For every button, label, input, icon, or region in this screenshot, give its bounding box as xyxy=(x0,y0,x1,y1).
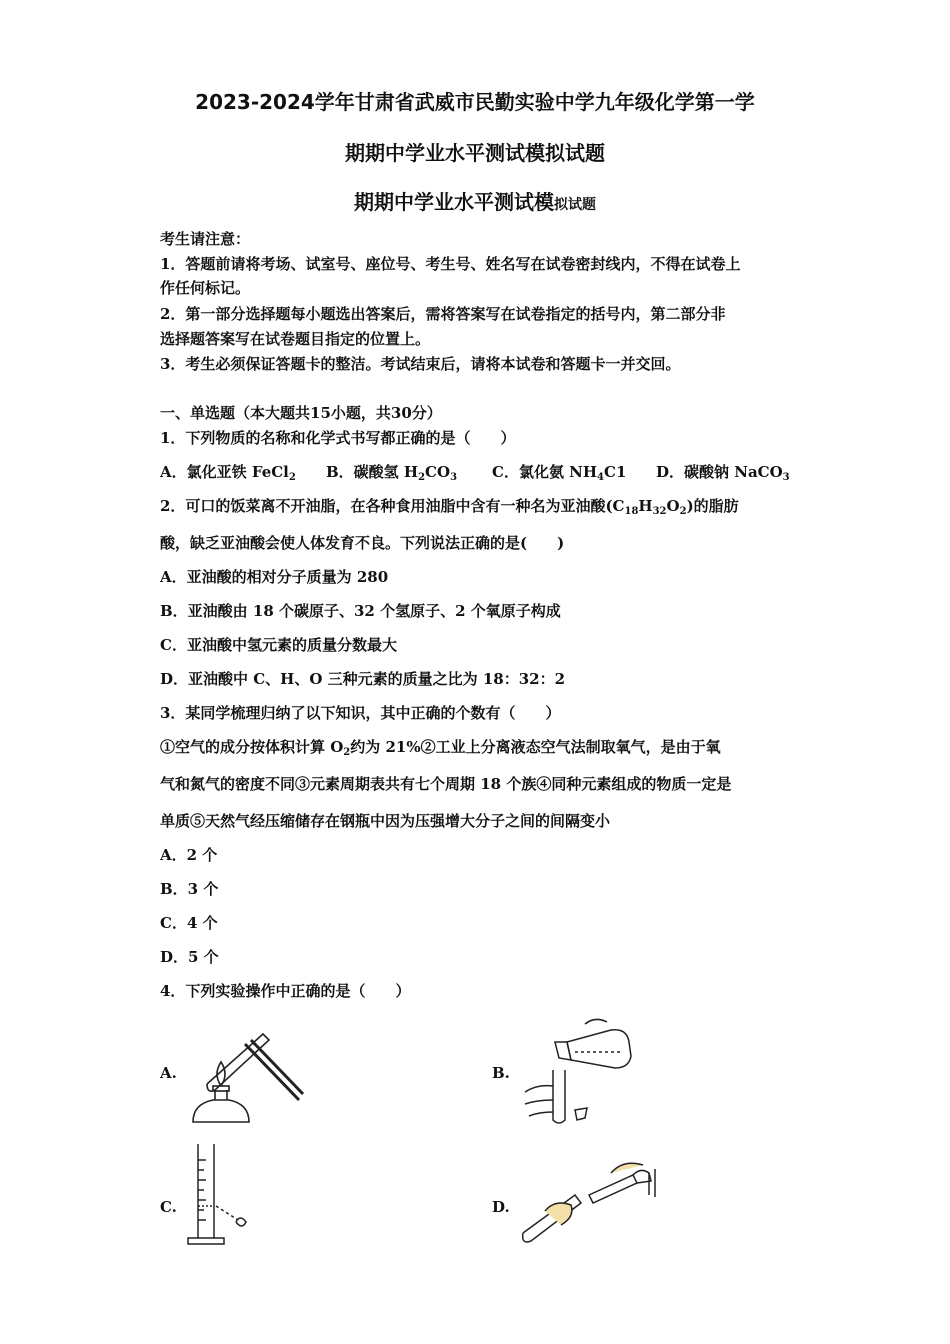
q1-option-a: A．氯化亚铁 FeCl$_2$ xyxy=(160,463,296,483)
q4-option-d-label: D. xyxy=(492,1198,510,1216)
title-line-3-big: 期期中学业水平测试模 xyxy=(354,190,554,214)
notice-heading: 考生请注意： xyxy=(160,230,251,248)
q3-body-2: 气和氮气的密度不同③元素周期表共有七个周期 18 个族④同种元素组成的物质一定是 xyxy=(160,775,732,793)
q3-stem: 3．某同学梳理归纳了以下知识，其中正确的个数有（ ） xyxy=(160,704,561,722)
q2-stem-b: 酸，缺乏亚油酸会使人体发育不良。下列说法正确的是( ) xyxy=(160,534,565,552)
title-line-3-small: 拟试题 xyxy=(554,197,596,213)
q3-option-d: D．5 个 xyxy=(160,948,219,966)
q1-option-b: B．碳酸氢 $H_2CO_3$ xyxy=(326,463,458,483)
q3-body-3: 单质⑤天然气经压缩储存在钢瓶中因为压强增大分子之间的间隔变小 xyxy=(160,812,611,830)
q2-option-a: A．亚油酸的相对分子质量为 280 xyxy=(160,568,389,586)
q4-option-c-label: C. xyxy=(160,1198,177,1216)
q2-option-d: D．亚油酸中 C、H、O 三种元素的质量之比为 18：32：2 xyxy=(160,670,566,688)
exam-title-line-2: 期期中学业水平测试模拟试题 xyxy=(345,141,605,165)
dropper-test-tube-figure xyxy=(515,1155,665,1250)
q3-option-b: B．3 个 xyxy=(160,880,219,898)
notice-item-1a: 1．答题前请将考场、试室号、座位号、考生号、姓名写在试卷密封线内，不得在试卷上 xyxy=(160,255,741,273)
notice-item-3: 3．考生必须保证答题卡的整洁。考试结束后，请将本试卷和答题卡一并交回。 xyxy=(160,355,681,373)
q2-option-b: B．亚油酸由 18 个碳原子、32 个氢原子、2 个氧原子构成 xyxy=(160,602,561,620)
q4-option-a-label: A. xyxy=(160,1064,177,1082)
q1-option-d: D．碳酸钠 NaCO$_3$ xyxy=(656,463,790,483)
q1-option-c: C．氯化氨 $NH_4C1$ xyxy=(492,463,627,483)
notice-item-2a: 2．第一部分选择题每小题选出答案后，需将答案写在试卷指定的括号内，第二部分非 xyxy=(160,305,726,323)
q3-option-c: C．4 个 xyxy=(160,914,218,932)
notice-item-1b: 作任何标记。 xyxy=(160,279,251,297)
q4-option-b-label: B. xyxy=(492,1064,510,1082)
section-heading: 一、单选题（本大题共15小题，共30分） xyxy=(160,404,442,422)
exam-title-line-3 xyxy=(0,186,950,215)
q1-stem: 1．下列物质的名称和化学式书写都正确的是（ ） xyxy=(160,429,516,447)
q2-option-c: C．亚油酸中氢元素的质量分数最大 xyxy=(160,636,397,654)
graduated-cylinder-figure xyxy=(180,1140,260,1250)
pouring-liquid-figure xyxy=(515,1012,645,1127)
q3-option-a: A．2 个 xyxy=(160,846,218,864)
notice-item-2b: 选择题答案写在试卷题目指定的位置上。 xyxy=(160,330,431,348)
q2-stem-a: 2．可口的饭菜离不开油脂，在各种食用油脂中含有一种名为亚油酸$(C_{18}H_{32}O_2)$的脂肪 xyxy=(160,497,739,517)
q4-stem: 4．下列实验操作中正确的是（ ） xyxy=(160,982,411,1000)
q3-body-1: ①空气的成分按体积计算 $O_2$约为 21%②工业上分离液态空气法制取氧气，是由于氧 xyxy=(160,738,721,758)
exam-title-line-1: 2023-2024学年甘肃省武威市民勤实验中学九年级化学第一学 xyxy=(195,90,755,114)
heating-test-tube-figure xyxy=(185,1022,305,1127)
